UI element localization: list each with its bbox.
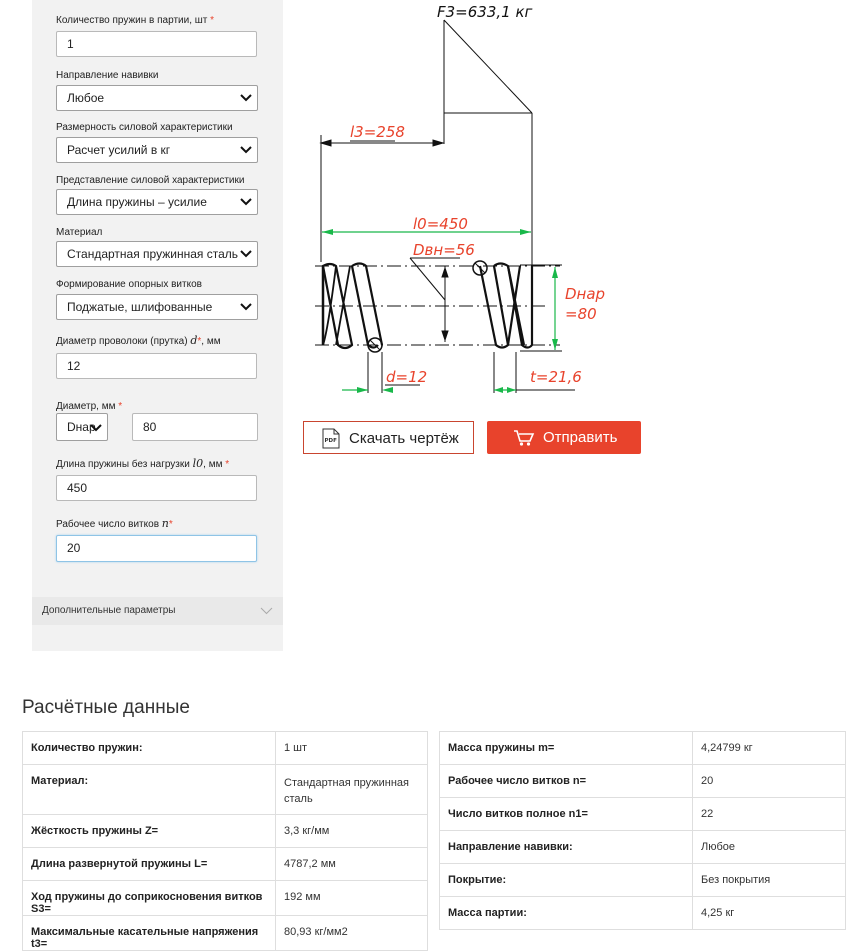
spring-drawing bbox=[300, 0, 606, 400]
dvn-label: Dвн=56 bbox=[413, 241, 475, 259]
chevron-down-icon bbox=[240, 303, 252, 311]
representation-label: Представление силовой характеристики bbox=[56, 175, 245, 186]
result-key: Количество пружин: bbox=[23, 732, 276, 765]
pdf-file-icon bbox=[322, 428, 340, 449]
material-select[interactable] bbox=[56, 241, 258, 267]
diameter-label: Диаметр, мм * bbox=[56, 401, 123, 412]
material-select-value: Стандартная пружинная сталь bbox=[67, 247, 238, 261]
coils-form-select-value: Поджатые, шлифованные bbox=[67, 300, 213, 314]
winding-select-value: Любое bbox=[67, 91, 105, 105]
chevron-down-icon bbox=[260, 607, 273, 615]
advanced-params-label: Дополнительные параметры bbox=[42, 605, 176, 616]
working-coils-input[interactable]: 20 bbox=[56, 535, 257, 562]
dimension-select[interactable] bbox=[56, 137, 258, 163]
chevron-down-icon bbox=[90, 424, 102, 432]
advanced-params-toggle[interactable] bbox=[32, 597, 283, 625]
result-key: Покрытие: bbox=[440, 864, 693, 897]
table-row bbox=[23, 916, 428, 951]
result-value: 22 bbox=[693, 798, 846, 831]
chevron-down-icon bbox=[240, 198, 252, 206]
diameter-type-value: Dнар bbox=[67, 420, 96, 434]
dnar-value-label: =80 bbox=[565, 305, 597, 323]
result-key: Масса партии: bbox=[440, 897, 693, 930]
diameter-input[interactable]: 80 bbox=[132, 413, 258, 441]
dimension-label: Размерность силовой характеристики bbox=[56, 122, 233, 133]
pitch-label: t=21,6 bbox=[530, 368, 582, 386]
result-value: 4,25 кг bbox=[693, 897, 846, 930]
coils-form-label: Формирование опорных витков bbox=[56, 279, 202, 290]
result-value: 192 мм bbox=[276, 881, 428, 916]
result-key: Максимальные касательные напряжения t3= bbox=[23, 916, 276, 951]
result-value: 4,24799 кг bbox=[693, 732, 846, 765]
representation-select[interactable] bbox=[56, 189, 258, 215]
representation-select-value: Длина пружины – усилие bbox=[67, 195, 207, 209]
table-row bbox=[23, 881, 428, 916]
results-table-left bbox=[22, 731, 428, 951]
result-value: Любое bbox=[693, 831, 846, 864]
result-value: 1 шт bbox=[276, 732, 428, 765]
qty-input[interactable]: 1 bbox=[56, 31, 257, 57]
download-drawing-label: Скачать чертёж bbox=[349, 430, 459, 447]
table-row bbox=[440, 732, 846, 765]
send-button[interactable] bbox=[487, 421, 641, 454]
table-row bbox=[23, 732, 428, 765]
result-key: Ход пружины до соприкосновения витков S3= bbox=[23, 881, 276, 916]
free-length-input[interactable]: 450 bbox=[56, 475, 257, 501]
winding-label: Направление навивки bbox=[56, 70, 159, 81]
result-value: Без покрытия bbox=[693, 864, 846, 897]
chevron-down-icon bbox=[240, 94, 252, 102]
table-row bbox=[440, 897, 846, 930]
table-row bbox=[440, 798, 846, 831]
result-key: Направление навивки: bbox=[440, 831, 693, 864]
working-coils-label: Рабочее число витков n* bbox=[56, 517, 173, 530]
result-value: 80,93 кг/мм2 bbox=[276, 916, 428, 951]
wire-d-label: d=12 bbox=[386, 368, 428, 386]
table-row bbox=[440, 864, 846, 897]
l0-label: l0=450 bbox=[413, 215, 468, 233]
cart-icon bbox=[513, 429, 535, 447]
result-value: Стандартная пружинная сталь bbox=[276, 765, 428, 815]
result-key: Материал: bbox=[23, 765, 276, 815]
table-row bbox=[440, 765, 846, 798]
coils-form-select[interactable] bbox=[56, 294, 258, 320]
free-length-label: Длина пружины без нагрузки l0, мм * bbox=[56, 457, 230, 470]
material-label: Материал bbox=[56, 227, 103, 238]
result-key: Длина развернутой пружины L= bbox=[23, 848, 276, 881]
force-label: F3=633,1 кг bbox=[437, 3, 533, 21]
dimension-select-value: Расчет усилий в кг bbox=[67, 143, 171, 157]
table-row bbox=[23, 765, 428, 815]
results-table-right bbox=[439, 731, 846, 930]
result-value: 4787,2 мм bbox=[276, 848, 428, 881]
table-row bbox=[23, 848, 428, 881]
table-row bbox=[440, 831, 846, 864]
result-value: 3,3 кг/мм bbox=[276, 815, 428, 848]
result-key: Число витков полное n1= bbox=[440, 798, 693, 831]
result-key: Масса пружины m= bbox=[440, 732, 693, 765]
send-label: Отправить bbox=[543, 429, 618, 446]
download-drawing-button[interactable] bbox=[303, 421, 474, 454]
winding-select[interactable] bbox=[56, 85, 258, 111]
wire-diameter-label: Диаметр проволоки (прутка) d*, мм bbox=[56, 334, 221, 347]
chevron-down-icon bbox=[240, 250, 252, 258]
table-row bbox=[23, 815, 428, 848]
l3-label: l3=258 bbox=[350, 123, 405, 141]
chevron-down-icon bbox=[240, 146, 252, 154]
result-key: Рабочее число витков n= bbox=[440, 765, 693, 798]
diameter-type-select[interactable] bbox=[56, 413, 108, 441]
result-key: Жёсткость пружины Z= bbox=[23, 815, 276, 848]
wire-diameter-input[interactable]: 12 bbox=[56, 353, 257, 379]
qty-label: Количество пружин в партии, шт * bbox=[56, 15, 215, 26]
dnar-label: Dнар bbox=[565, 285, 606, 303]
result-value: 20 bbox=[693, 765, 846, 798]
results-title: Расчётные данные bbox=[22, 697, 190, 718]
svg-text:PDF: PDF bbox=[324, 438, 337, 444]
